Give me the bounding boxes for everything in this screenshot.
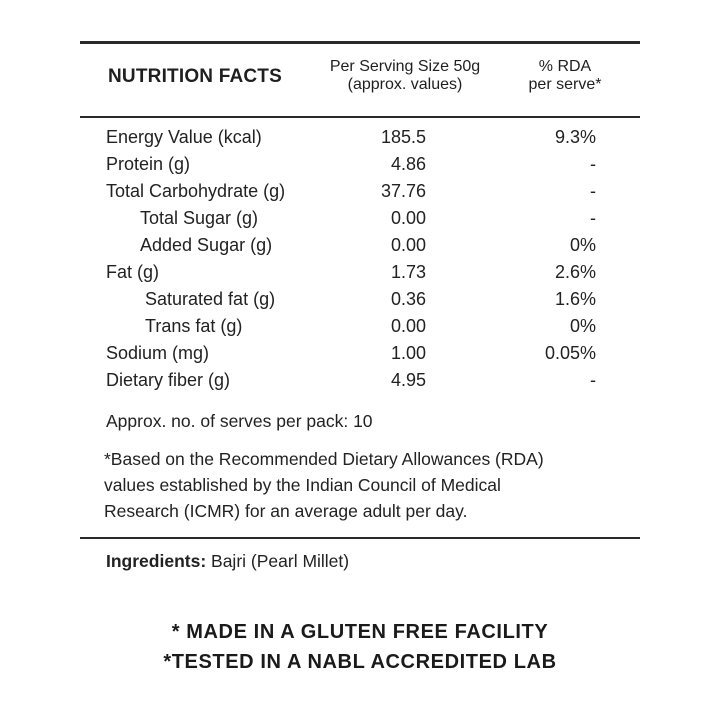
nutrient-rda: 0% bbox=[569, 316, 596, 336]
nutrient-rda: 1.6% bbox=[554, 289, 596, 309]
nutrient-value: 185.5 bbox=[380, 127, 426, 147]
serving-size-line: Per Serving Size 50g bbox=[329, 58, 481, 75]
nutrient-name: Fat (g) bbox=[106, 262, 160, 282]
nutrient-row-energy bbox=[0, 124, 720, 151]
nutrient-name: Saturated fat (g) bbox=[145, 289, 276, 309]
rda-header bbox=[510, 58, 620, 94]
nutrient-rda: 9.3% bbox=[554, 127, 596, 147]
serves-per-pack: Approx. no. of serves per pack: 10 bbox=[106, 411, 373, 431]
nutrient-row-trans-fat bbox=[0, 313, 720, 340]
footnote-line: values established by the Indian Council of Medical bbox=[104, 475, 501, 495]
nutrient-value: 0.00 bbox=[390, 316, 426, 336]
nutrient-name: Total Carbohydrate (g) bbox=[106, 181, 286, 201]
per-serve-line: per serve* bbox=[528, 76, 602, 93]
rda-line: % RDA bbox=[538, 58, 592, 75]
header-divider bbox=[80, 116, 640, 118]
rda-footnote bbox=[104, 446, 624, 524]
footnote-line: Research (ICMR) for an average adult per day. bbox=[104, 501, 468, 521]
nutrient-rda: 0.05% bbox=[544, 343, 596, 363]
top-divider bbox=[80, 41, 640, 44]
nabl-lab-claim: *TESTED IN A NABL ACCREDITED LAB bbox=[163, 651, 557, 673]
bottom-divider bbox=[80, 537, 640, 539]
nutrient-value: 1.73 bbox=[390, 262, 426, 282]
nutrient-value: 0.36 bbox=[390, 289, 426, 309]
nutrient-value: 1.00 bbox=[390, 343, 426, 363]
nutrient-name: Protein (g) bbox=[106, 154, 191, 174]
ingredients-value: Bajri (Pearl Millet) bbox=[211, 551, 350, 571]
nutrient-row-total-sugar bbox=[0, 205, 720, 232]
nutrient-rda: - bbox=[590, 154, 596, 174]
nutrient-value: 4.86 bbox=[390, 154, 426, 174]
nutrient-row-added-sugar bbox=[0, 232, 720, 259]
nutrient-rda: - bbox=[590, 208, 596, 228]
nutrient-row-saturated-fat bbox=[0, 286, 720, 313]
nutrient-rda: 0% bbox=[569, 235, 596, 255]
serving-size-header bbox=[300, 58, 510, 94]
nutrient-row-protein bbox=[0, 151, 720, 178]
nutrient-name: Trans fat (g) bbox=[145, 316, 243, 336]
nutrient-name: Energy Value (kcal) bbox=[106, 127, 262, 147]
nutrient-name: Sodium (mg) bbox=[106, 343, 210, 363]
nutrient-name: Total Sugar (g) bbox=[140, 208, 259, 228]
nutrient-row-dietary-fiber bbox=[0, 367, 720, 394]
nutrient-value: 4.95 bbox=[390, 370, 426, 390]
nutrient-value: 0.00 bbox=[390, 208, 426, 228]
nutrient-row-sodium bbox=[0, 340, 720, 367]
nutrient-rda: - bbox=[590, 370, 596, 390]
nutrient-row-fat bbox=[0, 259, 720, 286]
ingredients bbox=[106, 551, 349, 572]
footnote-line: *Based on the Recommended Dietary Allowances (RDA) bbox=[104, 449, 544, 469]
nutrition-facts-title: NUTRITION FACTS bbox=[108, 66, 282, 87]
approx-values-line: (approx. values) bbox=[347, 76, 463, 93]
nutrient-name: Added Sugar (g) bbox=[140, 235, 273, 255]
nutrient-rda: - bbox=[590, 181, 596, 201]
nutrient-value: 0.00 bbox=[390, 235, 426, 255]
ingredients-label: Ingredients: bbox=[106, 551, 207, 571]
gluten-free-claim: * MADE IN A GLUTEN FREE FACILITY bbox=[171, 621, 549, 643]
nutrient-name: Dietary fiber (g) bbox=[106, 370, 231, 390]
nutrient-row-carbohydrate bbox=[0, 178, 720, 205]
nutrient-value: 37.76 bbox=[380, 181, 426, 201]
nutrient-table bbox=[0, 124, 720, 394]
nutrient-rda: 2.6% bbox=[554, 262, 596, 282]
